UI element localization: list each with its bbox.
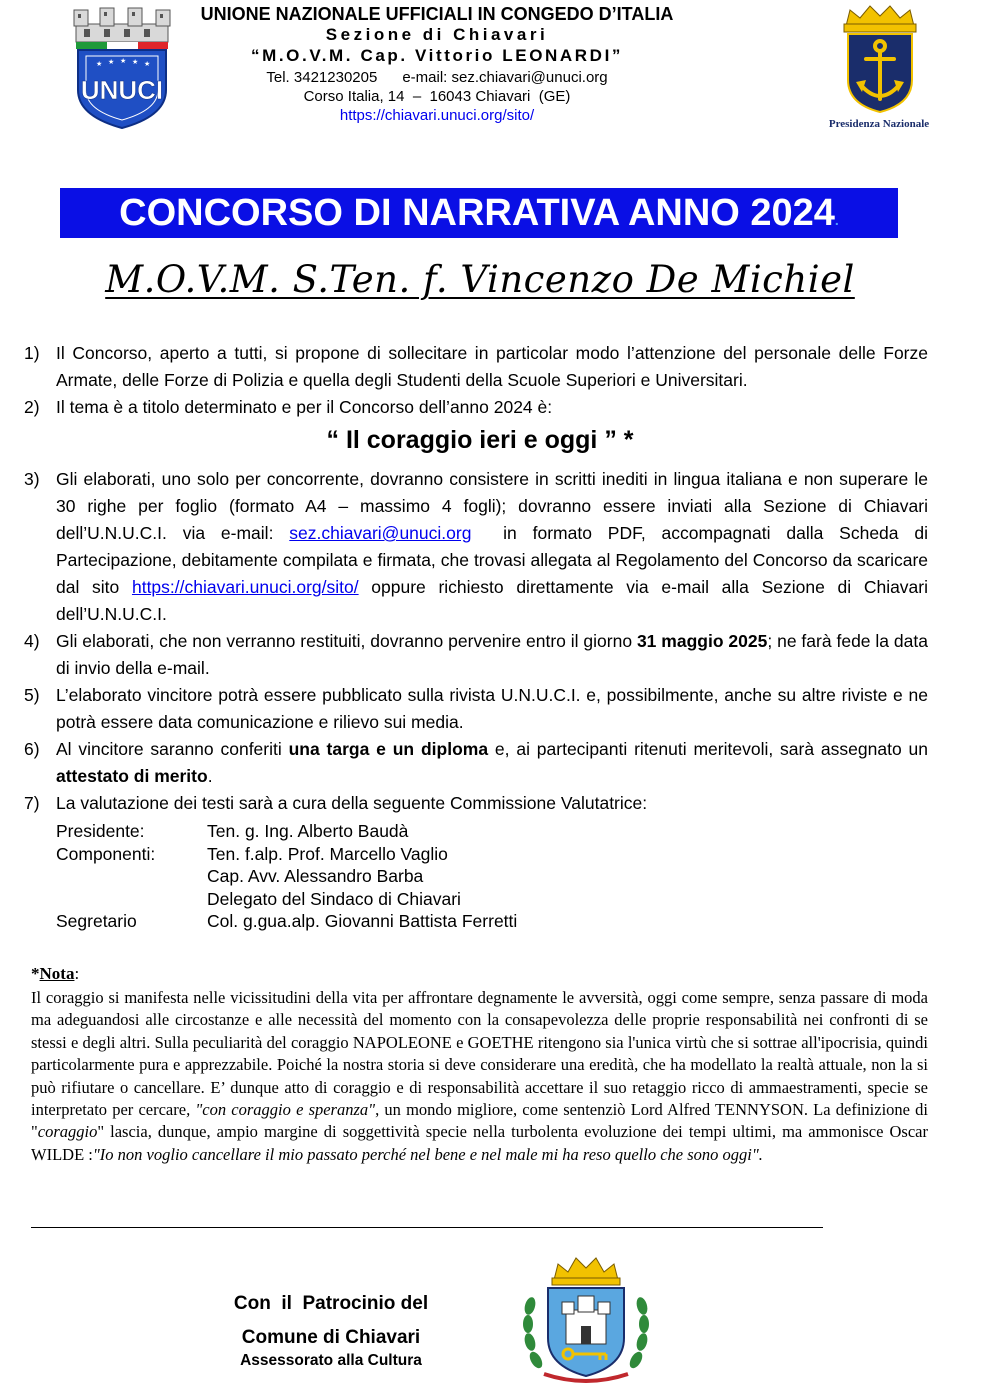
anchor-crest-icon bbox=[828, 4, 932, 132]
rule-text-part: . bbox=[207, 766, 213, 786]
office-name: Assessorato alla Cultura bbox=[240, 1352, 422, 1369]
rule-item-2 bbox=[24, 394, 928, 421]
address-line: Corso Italia, 14 – 16043 Chiavari (GE) bbox=[303, 88, 571, 105]
rule-text-part: e, ai partecipanti ritenuti meritevoli, sarà assegnato un bbox=[488, 739, 928, 759]
svg-text:★: ★ bbox=[96, 60, 103, 68]
note-star: * bbox=[31, 964, 40, 983]
contest-dedication-title: M.O.V.M. S.Ten. f. Vincenzo De Michiel bbox=[105, 258, 855, 301]
comune-name: Comune di Chiavari bbox=[241, 1327, 421, 1348]
rule-item-3 bbox=[24, 466, 933, 628]
divider bbox=[31, 1227, 823, 1228]
presidency-label: Presidenza Nazionale bbox=[828, 118, 930, 130]
patronage-text: Con il Patrocinio del bbox=[233, 1293, 429, 1314]
chiavari-coat-of-arms-icon bbox=[514, 1250, 658, 1388]
rule-number: 7) bbox=[24, 793, 40, 813]
secretary-role: Segretario bbox=[56, 911, 137, 931]
svg-text:★: ★ bbox=[120, 57, 127, 65]
svg-text:★: ★ bbox=[108, 58, 115, 66]
rule-text bbox=[56, 466, 933, 628]
rule-text bbox=[56, 736, 928, 790]
member-name: Delegato del Sindaco di Chiavari bbox=[207, 888, 461, 909]
site-link[interactable]: https://chiavari.unuci.org/sito/ bbox=[131, 577, 359, 597]
organization-name: UNIONE NAZIONALE UFFICIALI IN CONGEDO D’ITALIA bbox=[200, 4, 674, 24]
note-quote: , "con coraggio e speranza" bbox=[186, 1100, 376, 1120]
note-quote: coraggio bbox=[37, 1122, 98, 1142]
rule-text: Il Concorso, aperto a tutti, si propone di sollecitare in particolar modo l’attenzione del personale delle Forze Armate, delle Forze di Polizia e quella degli Studenti della Scuole Superiori e Universitari. bbox=[56, 343, 928, 390]
president-name: Ten. g. Ing. Alberto Baudà bbox=[207, 821, 409, 841]
contest-theme: “ Il coraggio ieri e oggi ” * bbox=[326, 426, 634, 454]
section-name: Sezione di Chiavari bbox=[325, 25, 549, 44]
rule-number: 3) bbox=[24, 469, 40, 489]
merit-text: attestato di merito bbox=[56, 766, 208, 786]
rule-text-part: oppure richiesto direttamente via e-mail alla Sezione di Chiavari dell’U.N.U.C.I. bbox=[56, 577, 929, 624]
rule-text-part: in formato PDF, accompagnati dalla Scheda di Partecipazione, debitamente compilata e firmata, che trovasi allegata al Regolamento del Concorso da scaricare dal sito bbox=[56, 523, 933, 597]
note-label bbox=[31, 964, 79, 984]
email-link[interactable]: sez.chiavari@unuci.org bbox=[289, 523, 472, 543]
unuci-logo-icon bbox=[66, 4, 178, 130]
rule-text: La valutazione dei testi sarà a cura della seguente Commissione Valutatrice: bbox=[56, 793, 648, 813]
section-dedication: “M.O.V.M. Cap. Vittorio LEONARDI” bbox=[251, 46, 623, 65]
note-colon: : bbox=[74, 964, 80, 983]
rule-text-part: Al vincitore saranno conferiti bbox=[56, 739, 289, 759]
svg-text:UNUCI: UNUCI bbox=[80, 75, 164, 105]
title-dot: . bbox=[834, 212, 839, 228]
note-text-part: " lascia, dunque, ampio margine di soggettività specie nella turbolenta evoluzione dei tempi ultimi, ma ammonisce Oscar WILDE : bbox=[31, 1122, 928, 1164]
member-name: Cap. Avv. Alessandro Barba bbox=[207, 866, 424, 886]
rule-item-7 bbox=[24, 790, 928, 817]
note-heading: Nota bbox=[39, 964, 75, 983]
rule-number: 4) bbox=[24, 631, 40, 651]
note-text-part: , un mondo migliore, come sentenziò Lord Alfred TENNYSON. La definizione di " bbox=[31, 1100, 928, 1142]
note-text bbox=[31, 987, 928, 1166]
note-text-part: Il coraggio si manifesta nelle vicissitudini della vita per affrontare degnamente le avversità, oggi come sempre, senza passare di moda ma adeguandosi alle circostanze e alle necessità del momento con la consapevolezza delle proprie responsabilità nei confronti di se stessi e degli altri. Sulla peculiarità del coraggio NAPOLEONE e GOETHE ritengono sia l'unica virtù che si sottrae all'ipocrisia, quindi particolarmente pura e apprezzabile. Poiché la nostra storia si deve considerare una eredità, che ha modellato la realtà attuale, non la si può rifiutare o cancellare. E’ dunque atto di coraggio e di responsabilità accettare il suo retaggio ricco di ammaestramenti, specie se interpretato per cercare bbox=[31, 988, 928, 1120]
rule-number: 2) bbox=[24, 397, 40, 417]
rule-number: 6) bbox=[24, 739, 40, 759]
prize-text: una targa e un diploma bbox=[288, 739, 489, 759]
rule-text-part: Gli elaborati, uno solo per concorrente, dovranno consistere in scritti inediti in lingua italiana e non superare le 30 righe per foglio (formato A4 – massimo 4 fogli); dovranno essere inviati alla Sezione di Chiavari dell’U.N.U.C.I. via e-mail: bbox=[56, 469, 928, 543]
rule-item-4 bbox=[24, 628, 928, 682]
rule-text: L’elaborato vincitore potrà essere pubblicato sulla rivista U.N.U.C.I. e, possibilmente, anche su altre riviste e ne potrà essere data comunicazione e rilievo sui media. bbox=[56, 685, 928, 732]
rule-number: 5) bbox=[24, 685, 40, 705]
rule-text-part: Gli elaborati, che non verranno restituiti, dovranno pervenire entro il giorno bbox=[56, 631, 637, 651]
rule-text bbox=[56, 628, 928, 682]
rule-item-6 bbox=[24, 736, 928, 790]
svg-text:★: ★ bbox=[132, 58, 139, 66]
rule-text: Il tema è a titolo determinato e per il Concorso dell’anno 2024 è: bbox=[56, 397, 553, 417]
rule-item-1 bbox=[24, 340, 928, 394]
member-name: Ten. f.alp. Prof. Marcello Vaglio bbox=[207, 843, 448, 864]
contest-title-banner bbox=[60, 188, 898, 238]
rule-item-5 bbox=[24, 682, 928, 736]
website-link[interactable]: https://chiavari.unuci.org/sito/ bbox=[339, 107, 535, 124]
president-role: Presidente: bbox=[56, 821, 145, 841]
secretary-name: Col. g.gua.alp. Giovanni Battista Ferretti bbox=[207, 911, 518, 931]
contact-line: Tel. 3421230205 e-mail: sez.chiavari@unuci.org bbox=[266, 69, 608, 86]
members-role: Componenti: bbox=[56, 843, 156, 864]
svg-text:★: ★ bbox=[144, 60, 151, 68]
contest-title: CONCORSO DI NARRATIVA ANNO 2024 bbox=[119, 192, 835, 234]
deadline-date: 31 maggio 2025 bbox=[636, 631, 768, 651]
rule-number: 1) bbox=[24, 343, 40, 363]
note-quote: "Io non voglio cancellare il mio passato perché nel bene e nel male mi ha reso quello che sono oggi". bbox=[92, 1144, 763, 1164]
rule-text-part: ; ne farà fede la data di invio della e-mail. bbox=[56, 631, 928, 678]
